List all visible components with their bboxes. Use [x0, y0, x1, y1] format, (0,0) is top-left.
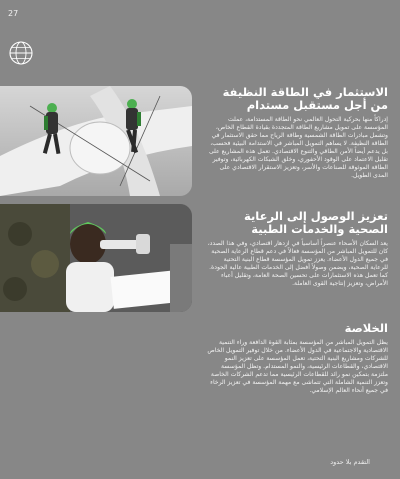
- section-title: الاستثمار في الطاقة النظيفة من أجل مستقبل مستدام: [222, 85, 388, 112]
- section-body: إدراكاً منها بحركية التحول العالمي نحو الطاقة المستدامة، عملت المؤسسة على تمويل مشاريع الطاقة المتجددة بقيادة القطاع الخاص، وتشمل مبادرات الطاقة الشمسية وطاقة الرياح مما حقق الاستثمار في الطاقة النظيفة. لا يساهم التمويل المباشر في الاستدامة البيئية فحسب، بل يدعم أيضاً الأمن الطاقي والتنوع الاقتصادي. تعمل هذه المشاريع على تقليل الاعتماد على الوقود الأحفوري، وخلق الشبكات الكهربائية، وتوفير الطاقة الموثوقة للصناعات والأسر، وتعزيز الاستقرار الاقتصادي على المدى الطويل.: [208, 116, 388, 179]
- section-conclusion: [206, 322, 388, 395]
- page-number: 27: [8, 9, 19, 18]
- section-body: يظل التمويل المباشر من المؤسسة بمثابة القوة الدافعة وراء التنمية الاقتصادية والاجتماعية في الدول الأعضاء. من خلال توفير التمويل الخاص للشركات ومشاريع البنية التحتية، تعمل المؤسسة على تعزيز النمو الاقتصادي، والقطاعات الرئيسية، والنمو المستدام. وتظل المؤسسة ملتزمة بتمكين نمو رائد للقطاعات الرئيسية مما تدعم الشركات الخاصة وتعزز التنمية الشاملة التي تتماشى مع مهمة المؤسسة في تعزيز الرخاء في جميع أنحاء العالم الإسلامي.: [207, 339, 388, 394]
- page-footer: التقدم بلا حدود: [330, 458, 370, 466]
- section-body: يعد السكان الأصحاء عنصراً أساسياً في ازدهار اقتصادي، وفي هذا الصدد، كان للتمويل المباشر من المؤسسة فعالاً في دعم قطاع الرعاية الصحية في جميع الدول الأعضاء. يعزز تمويل المؤسسة قطاع البنية التحتية للرعاية الصحية، ويضمن وصولاً أفضل إلى الخدمات الطبية عالية الجودة. كما تعمل هذه الاستثمارات على تحسين الصحة العامة، وتقليل أعباء الأمراض، وتعزيز إنتاجية القوى العاملة.: [207, 240, 388, 287]
- section-title: تعزيز الوصول إلى الرعاية الصحية والخدمات الطبية: [244, 209, 388, 236]
- wind-turbine-technicians-photo: [0, 86, 192, 196]
- section-title: الخلاصة: [344, 321, 388, 335]
- section-healthcare: [206, 210, 388, 288]
- healthcare-worker-child-photo: [0, 204, 192, 312]
- section-clean-energy: [206, 86, 388, 180]
- globe-logo-icon: [8, 40, 34, 66]
